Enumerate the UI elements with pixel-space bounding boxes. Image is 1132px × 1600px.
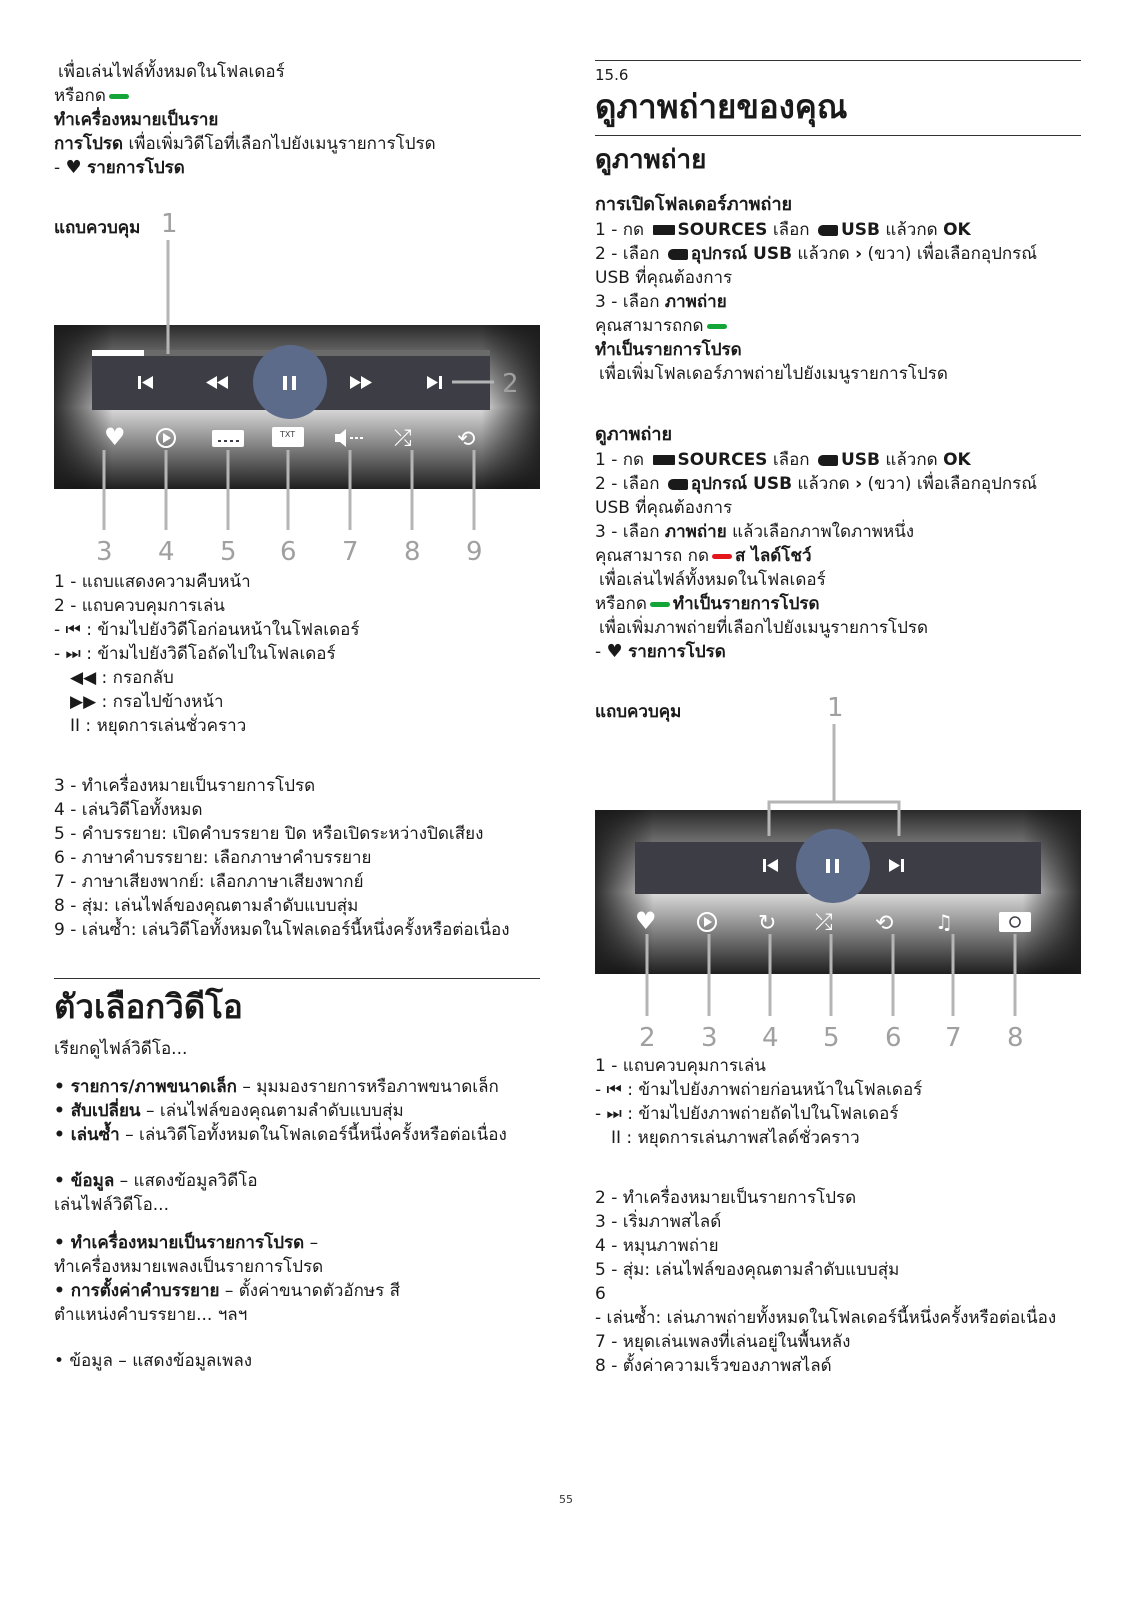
pause-icon — [826, 859, 830, 873]
option-repeat-desc: – เล่นวิดีโอทั้งหมดในโฟลเดอร์นี้หนึ่งครั้งหรือต่อเนื่อง — [119, 1125, 507, 1145]
section-title: ดูภาพถ่ายของคุณ — [595, 87, 848, 126]
callout-number: 7 — [342, 537, 359, 567]
legend-item: 3 - ทำเครื่องหมายเป็นรายการโปรด — [54, 776, 316, 796]
open-folder-heading: การเปิดโฟลเดอร์ภาพถ่าย — [595, 194, 793, 215]
music-stop-icon: ♫ — [935, 910, 953, 934]
pause-icon — [283, 376, 287, 390]
legend-item: - เล่นซ้ำ: เล่นภาพถ่ายทั้งหมดในโฟลเดอร์นี้หนึ่งครั้งหรือต่อเนื่อง — [595, 1308, 1057, 1328]
legend-item: 7 - หยุดเล่นเพลงที่เล่นอยู่ในพื้นหลัง — [595, 1332, 851, 1352]
callout-number: 3 — [701, 1023, 718, 1053]
slideshow-speed-icon — [999, 912, 1031, 932]
legend-item: 5 - สุ่ม: เล่นไฟล์ของคุณตามลำดับแบบสุ่ม — [595, 1260, 900, 1280]
callout-number: 3 — [96, 537, 113, 567]
option-subtitle-desc: – ตั้งค่าขนาดตัวอักษร สี — [219, 1281, 401, 1301]
mark-fav-desc: เพื่อเพิ่มวิดีโอที่เลือกไปยังเมนูรายการโปรด — [123, 134, 436, 154]
repeat-icon: ⟲ — [457, 427, 476, 452]
fav-label: รายการโปรด — [87, 158, 185, 178]
callout-number: 8 — [1007, 1023, 1024, 1053]
option-info-desc: – แสดงข้อมูลวิดีโอ — [114, 1171, 258, 1191]
heart-icon: ♥ — [104, 423, 126, 451]
step-text: (ขวา) เพื่อเลือกอุปกรณ์ — [862, 244, 1038, 264]
callout-number: 9 — [466, 537, 483, 567]
step-text: 1 - กด — [595, 450, 645, 470]
browse-video-text: เรียกดูไฟล์วิดีโอ... — [54, 1039, 188, 1059]
make-fav-desc: เพื่อเพิ่มโฟลเดอร์ภาพถ่ายไปยังเมนูรายการโปรด — [599, 364, 948, 384]
option-shuffle-desc: – เล่นไฟล์ของคุณตามลำดับแบบสุ่ม — [140, 1101, 404, 1121]
callout-number: 6 — [885, 1023, 902, 1053]
usb-icon — [668, 249, 688, 260]
legend-item: 1 - แถบควบคุมการเล่น — [595, 1056, 766, 1076]
ok-label: OK — [943, 450, 971, 470]
repeat-icon: ⟲ — [875, 911, 894, 936]
step-text: เลือก — [767, 450, 810, 470]
right-column — [595, 60, 1081, 1378]
fav-dash: - — [54, 158, 61, 178]
legend-item: - ⏮ : ข้ามไปยังวิดีโอก่อนหน้าในโฟลเดอร์ — [54, 620, 360, 640]
callout-number: 8 — [404, 537, 421, 567]
pause-button-circle — [796, 829, 870, 903]
sources-label: SOURCES — [677, 450, 768, 470]
callout-number: 7 — [945, 1023, 962, 1053]
callout-number: 1 — [827, 693, 844, 723]
callout-number: 1 — [161, 209, 178, 239]
step-text: 1 - กด — [595, 220, 645, 240]
subtitle-icon — [212, 430, 244, 447]
subsection-title: ดูภาพถ่าย — [595, 145, 707, 175]
step-text: แล้วเลือกภาพใดภาพหนึ่ง — [726, 522, 915, 542]
rotate-icon: ↻ — [758, 911, 777, 936]
legend-item: 9 - เล่นซ้ำ: เล่นวิดีโอทั้งหมดในโฟลเดอร์นี้หนึ่งครั้งหรือต่อเนื่อง — [54, 920, 510, 940]
option-subtitle-label: • การตั้งค่าคำบรรยาย — [54, 1281, 220, 1301]
section-number: 15.6 — [595, 66, 629, 84]
callout-number: 5 — [823, 1023, 840, 1053]
fav-dash: - — [595, 642, 602, 662]
step-text: แล้วกด — [792, 474, 850, 494]
legend-item: 8 - สุ่ม: เล่นไฟล์ของคุณตามลำดับแบบสุ่ม — [54, 896, 359, 916]
make-fav-label: ทำเป็นรายการโปรด — [595, 340, 742, 360]
callout-number: 5 — [220, 537, 237, 567]
pause-button-circle — [253, 345, 327, 419]
left-column — [54, 60, 540, 1373]
legend-item: 2 - ทำเครื่องหมายเป็นรายการโปรด — [595, 1188, 857, 1208]
legend-item: II : หยุดการเล่นภาพสไลด์ชั่วคราว — [611, 1128, 860, 1148]
option-fav-label: • ทำเครื่องหมายเป็นรายการโปรด — [54, 1233, 305, 1253]
skip-prev-icon — [763, 859, 766, 872]
step-text: เพื่อเล่นไฟล์ทั้งหมดในโฟลเดอร์ — [599, 570, 826, 590]
skip-prev-icon — [138, 376, 141, 389]
legend-item: 6 — [595, 1284, 606, 1304]
option-list-label: • รายการ/ภาพขนาดเล็ก — [54, 1077, 237, 1097]
step-text: เลือก — [767, 220, 810, 240]
option-fav-dash: – — [304, 1233, 319, 1253]
callout-number: 2 — [639, 1023, 656, 1053]
option-info-music: • ข้อมูล – แสดงข้อมูลเพลง — [54, 1351, 253, 1371]
step-text: 3 - เลือก — [595, 292, 660, 312]
option-list-desc: – มุมมองรายการหรือภาพขนาดเล็ก — [236, 1077, 499, 1097]
legend-item: - ⏭ : ข้ามไปยังภาพถ่ายถัดไปในโฟลเดอร์ — [595, 1104, 899, 1124]
callout-number: 4 — [158, 537, 175, 567]
or-press-text: หรือกด — [54, 86, 106, 106]
sources-icon — [653, 455, 675, 465]
mark-fav-bold-1: ทำเครื่องหมายเป็นราย — [54, 110, 219, 130]
sources-icon — [653, 225, 675, 235]
shuffle-icon: ⤮ — [394, 426, 412, 451]
page-number: 55 — [559, 1493, 573, 1506]
callout-number: 6 — [280, 537, 297, 567]
legend-item: 5 - คำบรรยาย: เปิดคำบรรยาย ปิด หรือเปิดระหว่างปิดเสียง — [54, 824, 484, 844]
callout-number: 4 — [762, 1023, 779, 1053]
chevron-right-icon: › — [855, 474, 863, 494]
sources-label: SOURCES — [677, 220, 768, 240]
green-key-icon — [109, 94, 129, 99]
make-fav-label: ทำเป็นรายการโปรด — [672, 594, 820, 614]
mark-fav-bold-2: การโปรด — [54, 134, 124, 154]
usb-icon — [668, 479, 688, 490]
option-subtitle-desc-2: ตำแหน่งคำบรรยาย... ฯลฯ — [54, 1305, 248, 1325]
green-key-icon — [650, 602, 670, 607]
step-text: คุณสามารถ กด — [595, 546, 709, 566]
step-text: แล้วกด — [880, 220, 938, 240]
view-photos-heading: ดูภาพถ่าย — [595, 424, 673, 445]
shuffle-icon: ⤮ — [815, 910, 833, 935]
legend-item: 7 - ภาษาเสียงพากย์: เลือกภาษาเสียงพากย์ — [54, 872, 364, 892]
callout-number: 2 — [502, 369, 519, 399]
green-key-icon — [707, 324, 727, 329]
legend-item: 8 - ตั้งค่าความเร็วของภาพสไลด์ — [595, 1356, 832, 1376]
step-text: แล้วกด — [880, 450, 938, 470]
usb-label: USB — [840, 450, 880, 470]
photo-label: ภาพถ่าย — [664, 522, 727, 542]
heart-icon: ♥ — [635, 907, 657, 935]
step-text: 3 - เลือก — [595, 522, 660, 542]
option-shuffle-label: • สับเปลี่ยน — [54, 1101, 141, 1121]
step-text: แล้วกด — [792, 244, 850, 264]
usb-device-label: อุปกรณ์ USB — [690, 474, 793, 494]
usb-icon — [818, 455, 838, 466]
option-repeat-label: • เล่นซ้ำ — [54, 1125, 120, 1145]
legend-item: ▶▶ : กรอไปข้างหน้า — [70, 692, 224, 712]
legend-item: 4 - หมุนภาพถ่าย — [595, 1236, 719, 1256]
step-text: คุณสามารถกด — [595, 316, 704, 336]
step-text: (ขวา) เพื่อเลือกอุปกรณ์ — [862, 474, 1038, 494]
red-key-icon — [712, 554, 732, 559]
step-text: หรือกด — [595, 594, 647, 614]
video-options-title: ตัวเลือกวิดีโอ — [54, 987, 243, 1026]
option-fav-desc: ทำเครื่องหมายเพลงเป็นรายการโปรด — [54, 1257, 324, 1277]
photo-label: ภาพถ่าย — [664, 292, 727, 312]
legend-item: ◀◀ : กรอกลับ — [70, 668, 174, 688]
heart-icon: ♥ — [65, 157, 82, 178]
usb-label: USB — [840, 220, 880, 240]
legend-item: 1 - แถบแสดงความคืบหน้า — [54, 572, 251, 592]
legend-item: II : หยุดการเล่นชั่วคราว — [70, 716, 247, 736]
usb-icon — [818, 225, 838, 236]
make-fav-desc: เพื่อเพิ่มภาพถ่ายที่เลือกไปยังเมนูรายการโปรด — [599, 618, 929, 638]
controlbar-heading: แถบควบคุม — [54, 218, 141, 238]
legend-item: 3 - เริ่มภาพสไลด์ — [595, 1212, 722, 1232]
ok-label: OK — [943, 220, 971, 240]
step-text: 2 - เลือก — [595, 244, 660, 264]
chevron-right-icon: › — [855, 244, 863, 264]
slideshow-label: ส ไลด์โชว์ — [734, 546, 812, 566]
legend-item: - ⏭ : ข้ามไปยังวิดีโอถัดไปในโฟลเดอร์ — [54, 644, 336, 664]
svg-text:TXT: TXT — [280, 430, 296, 439]
step-text: USB ที่คุณต้องการ — [595, 498, 733, 518]
progress-fill — [92, 350, 144, 356]
heart-icon: ♥ — [606, 641, 623, 662]
legend-item: 6 - ภาษาคำบรรยาย: เลือกภาษาคำบรรยาย — [54, 848, 372, 868]
step-text: 2 - เลือก — [595, 474, 660, 494]
play-video-text: เล่นไฟล์วิดีโอ... — [54, 1195, 169, 1215]
step-text: USB ที่คุณต้องการ — [595, 268, 733, 288]
legend-item: 2 - แถบควบคุมการเล่น — [54, 596, 225, 616]
usb-device-label: อุปกรณ์ USB — [690, 244, 793, 264]
intro-line: เพื่อเล่นไฟล์ทั้งหมดในโฟลเดอร์ — [58, 62, 285, 82]
option-info-label: • ข้อมูล — [54, 1171, 115, 1191]
fav-label: รายการโปรด — [628, 642, 726, 662]
legend-item: - ⏮ : ข้ามไปยังภาพถ่ายก่อนหน้าในโฟลเดอร์ — [595, 1080, 923, 1100]
controlbar-heading: แถบควบคุม — [595, 702, 682, 722]
legend-item: 4 - เล่นวิดีโอทั้งหมด — [54, 800, 203, 820]
